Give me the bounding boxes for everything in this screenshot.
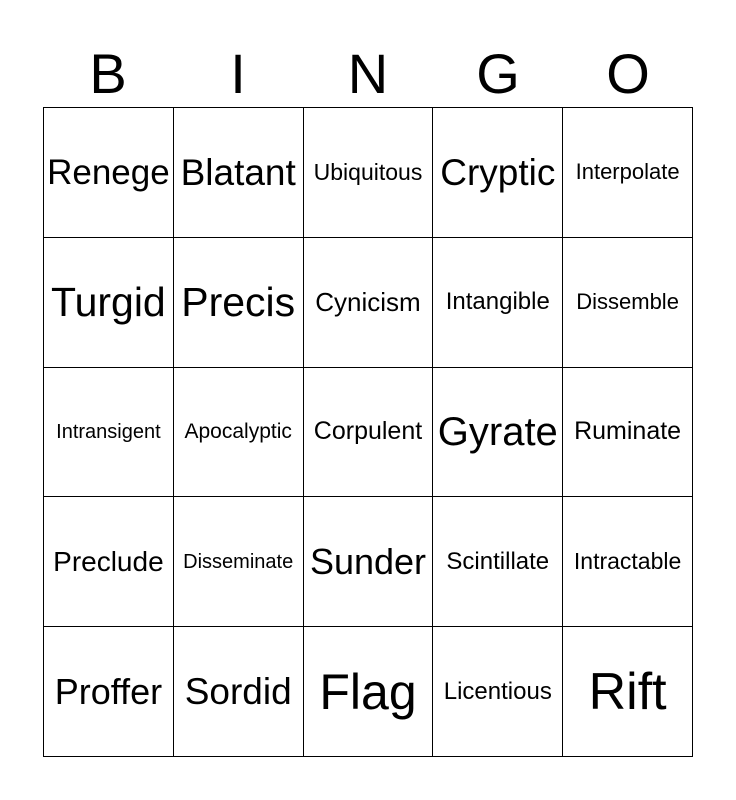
bingo-cell	[174, 108, 304, 238]
bingo-cell	[44, 238, 174, 368]
cell-word: Licentious	[443, 677, 552, 705]
cell-word: Dissemble	[576, 289, 679, 315]
cell-word: Intransigent	[56, 420, 161, 443]
bingo-cell	[44, 497, 174, 627]
cell-word: Proffer	[54, 670, 163, 712]
bingo-cell	[44, 108, 174, 238]
bingo-cell	[563, 627, 693, 757]
bingo-cell	[44, 627, 174, 757]
header-letter-n: N	[347, 42, 389, 105]
bingo-cell	[304, 108, 434, 238]
cell-word: Corpulent	[313, 417, 423, 446]
cell-word: Sunder	[309, 540, 427, 582]
cell-word: Preclude	[53, 545, 164, 577]
header-letter-i: I	[230, 42, 246, 105]
bingo-header	[43, 40, 693, 108]
bingo-cell	[433, 627, 563, 757]
header-letter-o: O	[606, 42, 650, 105]
cell-word: Rift	[588, 662, 667, 721]
cell-word: Intractable	[573, 548, 682, 575]
bingo-cell	[563, 497, 693, 627]
cell-word: Interpolate	[575, 159, 680, 185]
bingo-cell	[563, 238, 693, 368]
bingo-cell	[304, 497, 434, 627]
bingo-cell	[304, 368, 434, 498]
cell-word: Apocalyptic	[184, 420, 292, 444]
cell-word: Ruminate	[574, 417, 682, 446]
bingo-cell	[174, 368, 304, 498]
cell-word: Cryptic	[440, 151, 556, 193]
cell-word: Sordid	[184, 671, 292, 713]
cell-word: Disseminate	[183, 550, 294, 573]
cell-word: Scintillate	[446, 547, 550, 575]
header-letter-g: G	[476, 42, 520, 105]
bingo-cell	[44, 368, 174, 498]
cell-word: Ubiquitous	[313, 158, 423, 185]
cell-word: Gyrate	[437, 409, 558, 454]
cell-word: Cynicism	[315, 287, 421, 318]
cell-word: Flag	[319, 663, 417, 720]
cell-word: Turgid	[51, 278, 166, 325]
bingo-cell	[433, 238, 563, 368]
cell-word: Blatant	[180, 151, 296, 193]
bingo-cell	[174, 627, 304, 757]
bingo-cell	[304, 627, 434, 757]
bingo-cell	[563, 108, 693, 238]
bingo-cell	[304, 238, 434, 368]
bingo-grid	[43, 107, 693, 757]
cell-word: Renege	[47, 152, 170, 192]
bingo-cell	[174, 238, 304, 368]
bingo-cell	[563, 368, 693, 498]
bingo-cell	[433, 497, 563, 627]
bingo-cell	[433, 368, 563, 498]
bingo-cell	[433, 108, 563, 238]
header-letter-b: B	[89, 42, 127, 105]
cell-word: Precis	[181, 278, 296, 325]
cell-word: Intangible	[445, 288, 550, 316]
bingo-cell	[174, 497, 304, 627]
